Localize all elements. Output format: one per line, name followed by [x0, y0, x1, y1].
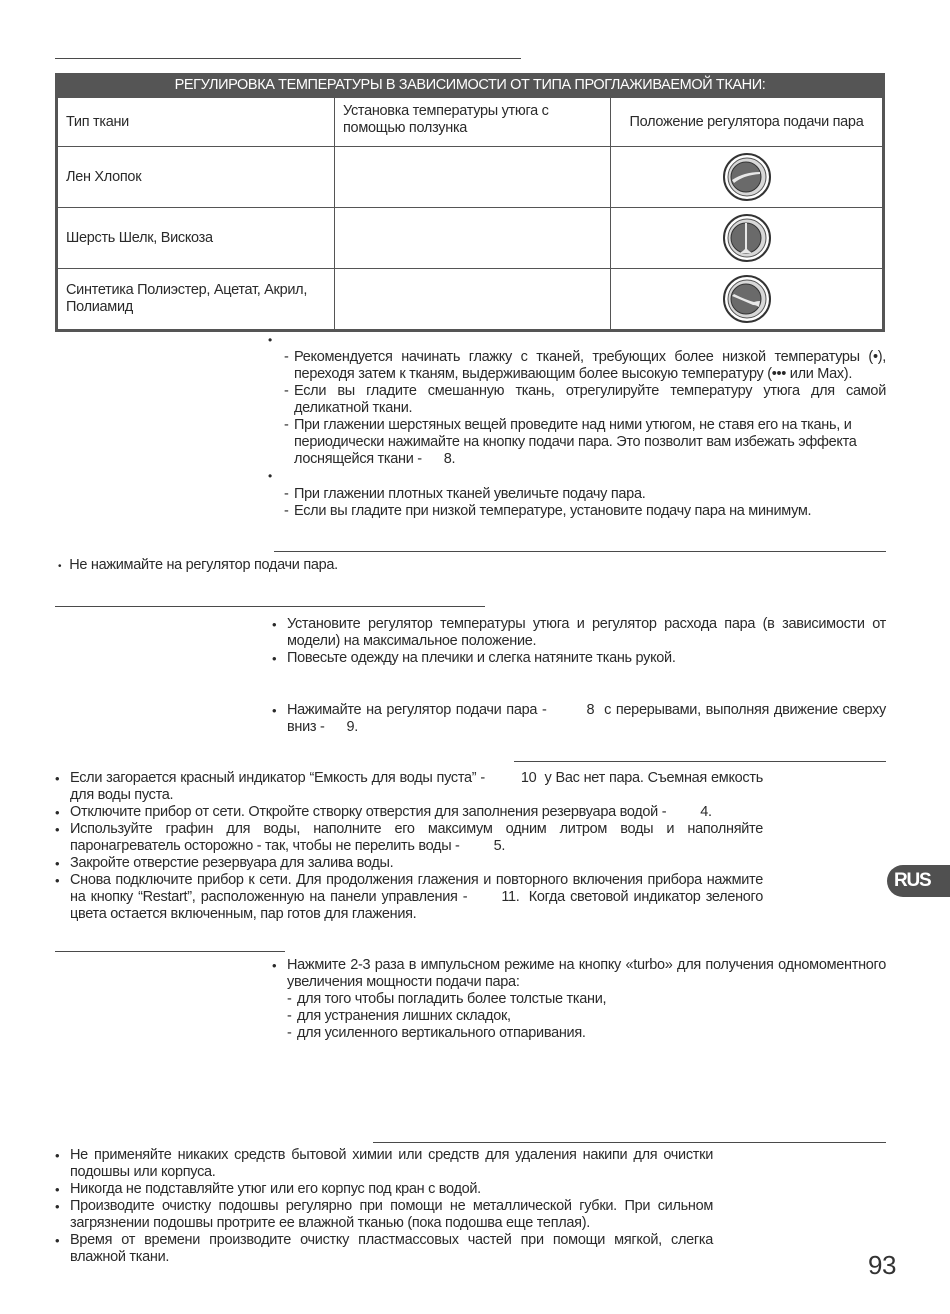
page-number: 93: [868, 1250, 896, 1280]
section-rule: [514, 761, 886, 762]
section-rule-top: [55, 58, 521, 59]
sub-list-item: - для усиленного вертикального отпаривания.: [287, 1025, 886, 1042]
refill-list: [53, 770, 763, 923]
figure-ref: 10: [520, 770, 537, 786]
sub-list-item: - для устранения лишних складок,: [287, 1008, 886, 1025]
list-item: [53, 872, 763, 923]
figure-ref: 8.: [443, 451, 456, 467]
section-rule: [55, 951, 285, 952]
list-item: • Не применяйте никаких средств бытовой химии или средств для удаления накипи для очистки подошвы или корпуса.: [53, 1147, 713, 1181]
slider-cell: [335, 269, 611, 329]
temperature-table: [55, 73, 885, 332]
list-item: - Если вы гладите смешанную ткань, отрегулируйте температуру утюга для самой деликатной ткани.: [284, 383, 886, 417]
section-bullet: •: [268, 469, 273, 483]
header-fabric-type: Тип ткани: [58, 98, 335, 146]
header-steam-dial: Положение регулятора подачи пара: [629, 113, 864, 130]
slider-cell: [335, 208, 611, 268]
figure-ref: 8: [586, 702, 595, 718]
table-row: [58, 207, 882, 268]
fabric-cell: Шерсть Шелк, Вискоза: [58, 208, 335, 268]
figure-ref: 9.: [346, 719, 359, 735]
slider-cell: [335, 147, 611, 207]
figure-ref: 5.: [493, 838, 506, 854]
list-item: • Время от времени производите очистку пластмассовых частей при помощи мягкой, слегка влажной ткани.: [53, 1232, 713, 1266]
list-item: • Нажмите 2-3 раза в импульсном режиме на кнопку «turbo» для получения одномоментного увеличения мощности подачи пара:: [270, 957, 886, 991]
list-item: • Производите очистку подошвы регулярно при помощи не металлической губки. При сильном загрязнении подошвы протрите ее влажной тканью (пока подошва еще теплая).: [53, 1198, 713, 1232]
list-item: [53, 770, 763, 804]
figure-ref: 4.: [700, 804, 712, 820]
list-item-text: Отключите прибор от сети. Откройте створку отверстия для заполнения резервуара водой -: [70, 804, 667, 820]
turbo-section: [270, 957, 886, 1042]
header-slider-setting: Установка температуры утюга с помощью ползунка: [335, 98, 611, 146]
dial-cell: [611, 269, 882, 329]
sub-list-item: - для того чтобы погладить более толстые ткани,: [287, 991, 886, 1008]
list-item: • Закройте отверстие резервуара для залива воды.: [53, 855, 763, 872]
dial-mid-icon: [722, 213, 772, 263]
section-rule: [373, 1142, 886, 1143]
dial-cell: [611, 147, 882, 207]
vertical-steam-press: [270, 702, 886, 736]
list-item: [53, 821, 763, 855]
figure-ref: 11.: [501, 889, 520, 905]
list-item-text: у Вас нет пара. Съемная емкость для воды пуста.: [70, 770, 763, 803]
dial-cell: [611, 208, 882, 268]
list-item-text: Снова подключите прибор к сети. Для продолжения глажения и повторного включения прибора нажмите на кнопку “Restart”, расположенную на панели управления -: [70, 872, 763, 905]
turbo-sublist: [270, 991, 886, 1042]
cleaning-list: [53, 1147, 713, 1266]
list-item-text: Нажимайте на регулятор подачи пара -: [287, 702, 547, 718]
list-item: • Установите регулятор температуры утюга и регулятор расхода пара (в зависимости от модели) на максимальное положение.: [270, 616, 886, 650]
table-row: [58, 268, 882, 329]
dial-max-icon: [722, 152, 772, 202]
list-item: - При глажении плотных тканей увеличьте подачу пара.: [284, 486, 886, 503]
section-rule: [274, 551, 886, 552]
list-item: [53, 804, 763, 821]
fabric-cell: Синтетика Полиэстер, Ацетат, Акрил, Полиамид: [58, 269, 335, 329]
table-title: РЕГУЛИРОВКА ТЕМПЕРАТУРЫ В ЗАВИСИМОСТИ ОТ ТИПА ПРОГЛАЖИВАЕМОЙ ТКАНИ:: [58, 73, 882, 97]
list-item-text: Если загорается красный индикатор “Емкость для воды пуста” -: [70, 770, 485, 786]
list-item: • Повесьте одежду на плечики и слегка натяните ткань рукой.: [270, 650, 886, 667]
list-item-text: Используйте графин для воды, наполните его максимум одним литром воды и наполняйте паронагреватель осторожно - так, чтобы не перелить воды -: [70, 821, 763, 854]
list-item-text: При глажении шерстяных вещей проведите над ними утюгом, не ставя его на ткань, и периодически нажимайте на кнопку подачи пара. Это позволит вам избежать эффекта лоснящейся ткани -: [294, 417, 857, 467]
list-item: - Рекомендуется начинать глажку с тканей, требующих более низкой температуры (•), переходя затем к тканям, выдерживающим более высокую температуру (••• или Max).: [284, 349, 886, 383]
temperature-tips: [284, 349, 886, 468]
language-badge: RUS: [887, 865, 950, 897]
vertical-steam-list: [270, 616, 886, 667]
list-item: [284, 417, 886, 468]
fabric-cell: Лен Хлопок: [58, 147, 335, 207]
bullet-icon: •: [58, 561, 62, 572]
table-row: [58, 146, 882, 207]
list-item-text: Когда световой индикатор зеленого цвета остается включенным, пар готов для глажения.: [70, 889, 763, 922]
section-bullet: •: [268, 333, 273, 347]
list-item-text: с перерывами, выполняя движение сверху вниз -: [287, 702, 887, 735]
list-item: [270, 702, 886, 736]
list-item: • Никогда не подставляйте утюг или его корпус под кран с водой.: [53, 1181, 713, 1198]
dial-min-icon: [722, 274, 772, 324]
section-rule: [55, 606, 485, 607]
list-item-text: Не нажимайте на регулятор подачи пара.: [69, 557, 338, 573]
dry-ironing-item: [58, 557, 558, 575]
table-header-row: [58, 97, 882, 146]
list-item: - Если вы гладите при низкой температуре, установите подачу пара на минимум.: [284, 503, 886, 520]
steam-tips: [284, 486, 886, 520]
